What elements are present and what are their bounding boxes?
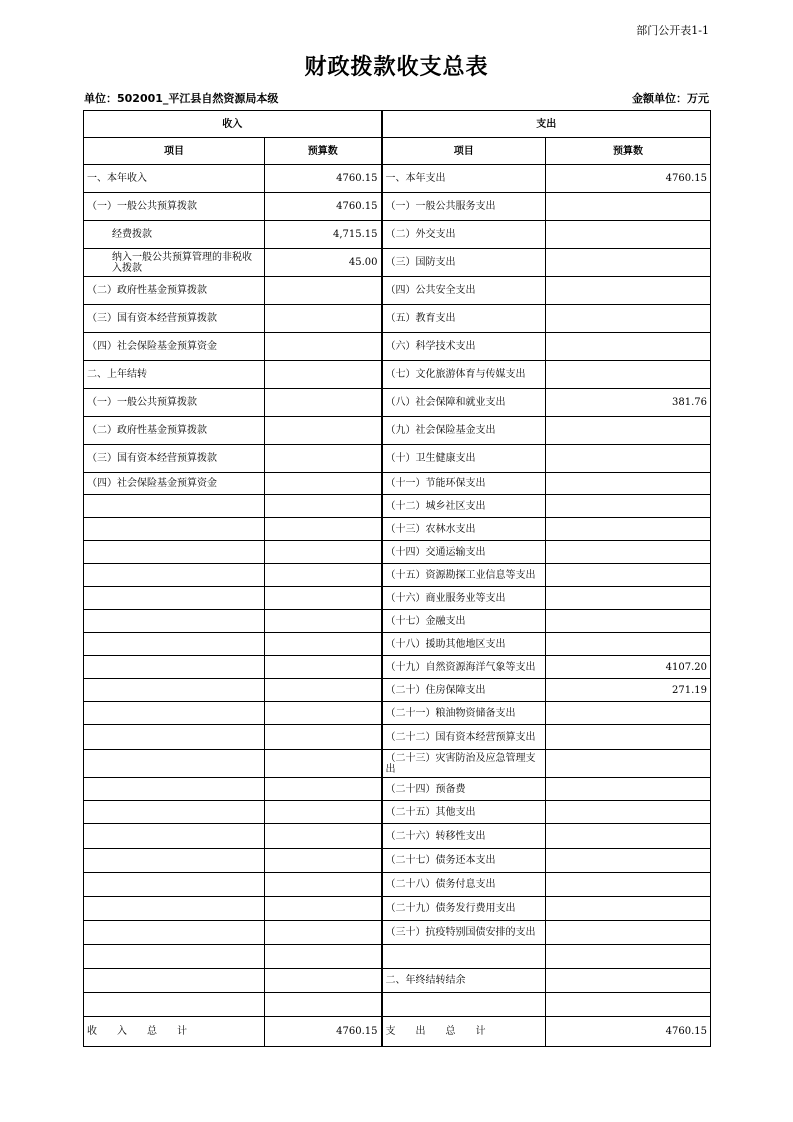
table-row: [84, 702, 711, 725]
income-value-cell: [265, 897, 382, 921]
table-row: [84, 750, 711, 778]
expense-value-cell: [546, 495, 711, 518]
expense-value-cell: [546, 993, 711, 1017]
expense-item-cell: （九）社会保险基金支出: [382, 417, 546, 445]
expense-item-cell: [382, 945, 546, 969]
table-row: [84, 389, 711, 417]
income-item-cell: [84, 564, 265, 587]
income-value-cell: [265, 679, 382, 702]
income-value-cell: [265, 633, 382, 656]
income-value-cell: [265, 849, 382, 873]
form-number: 部门公开表1-1: [636, 24, 709, 37]
table-row: [84, 333, 711, 361]
expense-item-cell: （二十二）国有资本经营预算支出: [382, 725, 546, 750]
expense-value-cell: [546, 725, 711, 750]
expense-item-cell: 一、本年支出: [382, 165, 546, 193]
table-row: [84, 679, 711, 702]
income-value-cell: [265, 801, 382, 824]
table-row: [84, 541, 711, 564]
expense-value-cell: [546, 801, 711, 824]
table-row: [84, 801, 711, 824]
table-row: [84, 305, 711, 333]
table-row: [84, 921, 711, 945]
table-row: [84, 445, 711, 473]
income-value-cell: [265, 518, 382, 541]
expense-item-cell: （二十）住房保障支出: [382, 679, 546, 702]
income-item-cell: [84, 993, 265, 1017]
expense-item-cell: （二十六）转移性支出: [382, 824, 546, 849]
expense-item-cell: （十三）农林水支出: [382, 518, 546, 541]
income-value-cell: [265, 993, 382, 1017]
table-row: [84, 518, 711, 541]
table-row: [84, 277, 711, 305]
income-budget-header: 预算数: [265, 138, 382, 165]
income-value-cell: [265, 587, 382, 610]
table-row: [84, 221, 711, 249]
table-row: [84, 969, 711, 993]
income-item-header: 项目: [84, 138, 265, 165]
expense-value-cell: [546, 750, 711, 778]
expense-item-cell: （二十一）粮油物资储备支出: [382, 702, 546, 725]
expense-item-cell: （十四）交通运输支出: [382, 541, 546, 564]
expense-item-cell: （十五）资源勘探工业信息等支出: [382, 564, 546, 587]
income-value-cell: [265, 361, 382, 389]
income-item-cell: [84, 824, 265, 849]
income-item-cell: 经费拨款: [84, 221, 265, 249]
expense-value-cell: [546, 969, 711, 993]
expense-total-label: 支 出 总 计: [382, 1017, 546, 1047]
expense-item-cell: 二、年终结转结余: [382, 969, 546, 993]
budget-table: [83, 110, 711, 1047]
expense-budget-header: 预算数: [546, 138, 711, 165]
income-item-cell: [84, 750, 265, 778]
income-item-cell: （一）一般公共预算拨款: [84, 389, 265, 417]
income-item-cell: 一、本年收入: [84, 165, 265, 193]
income-total-label: 收 入 总 计: [84, 1017, 265, 1047]
table-row: [84, 473, 711, 495]
expense-item-cell: （二十五）其他支出: [382, 801, 546, 824]
income-value-cell: [265, 277, 382, 305]
income-item-cell: [84, 778, 265, 801]
table-row: [84, 610, 711, 633]
income-value-cell: [265, 969, 382, 993]
income-value-cell: [265, 610, 382, 633]
expense-item-cell: （二十四）预备费: [382, 778, 546, 801]
expense-value-cell: [546, 778, 711, 801]
table-row: [84, 495, 711, 518]
table-row: [84, 725, 711, 750]
income-item-cell: （三）国有资本经营预算拨款: [84, 445, 265, 473]
income-value-cell: 4760.15: [265, 193, 382, 221]
expense-value-cell: [546, 473, 711, 495]
income-item-cell: [84, 679, 265, 702]
income-value-cell: [265, 725, 382, 750]
expense-item-cell: （十二）城乡社区支出: [382, 495, 546, 518]
income-item-cell: （四）社会保险基金预算资金: [84, 333, 265, 361]
expense-value-cell: [546, 824, 711, 849]
expense-value-cell: [546, 333, 711, 361]
income-value-cell: [265, 945, 382, 969]
income-item-cell: （二）政府性基金预算拨款: [84, 417, 265, 445]
expense-value-cell: 4760.15: [546, 165, 711, 193]
amount-unit-label: 金额单位：万元: [632, 92, 709, 105]
table-row: [84, 824, 711, 849]
expense-value-cell: [546, 277, 711, 305]
income-item-cell: （三）国有资本经营预算拨款: [84, 305, 265, 333]
expense-value-cell: [546, 702, 711, 725]
income-value-cell: [265, 333, 382, 361]
expense-value-cell: [546, 221, 711, 249]
income-item-cell: 二、上年结转: [84, 361, 265, 389]
header-row-columns: [84, 138, 711, 165]
table-row: [84, 993, 711, 1017]
income-item-cell: [84, 587, 265, 610]
expense-value-cell: [546, 633, 711, 656]
table-row: [84, 361, 711, 389]
income-value-cell: [265, 702, 382, 725]
income-item-cell: [84, 945, 265, 969]
table-row: [84, 249, 711, 277]
expense-item-cell: （三十）抗疫特别国债安排的支出: [382, 921, 546, 945]
expense-item-cell: [382, 993, 546, 1017]
page-title: 财政拨款收支总表: [304, 55, 489, 80]
expense-value-cell: [546, 897, 711, 921]
expense-header: 支出: [382, 111, 711, 138]
expense-item-cell: （一）一般公共服务支出: [382, 193, 546, 221]
income-value-cell: [265, 873, 382, 897]
expense-value-cell: [546, 518, 711, 541]
income-item-cell: [84, 801, 265, 824]
table-row: [84, 897, 711, 921]
expense-item-cell: （十一）节能环保支出: [382, 473, 546, 495]
income-item-cell: [84, 633, 265, 656]
expense-value-cell: 4107.20: [546, 656, 711, 679]
income-item-cell: [84, 495, 265, 518]
expense-item-cell: （二十八）债务付息支出: [382, 873, 546, 897]
expense-item-cell: （二十七）债务还本支出: [382, 849, 546, 873]
expense-value-cell: [546, 564, 711, 587]
income-value-cell: [265, 389, 382, 417]
income-value-cell: 4,715.15: [265, 221, 382, 249]
expense-item-cell: （二十九）债务发行费用支出: [382, 897, 546, 921]
expense-value-cell: [546, 193, 711, 221]
income-item-cell: [84, 656, 265, 679]
table-row: [84, 849, 711, 873]
table-row: [84, 587, 711, 610]
expense-value-cell: [546, 305, 711, 333]
expense-item-cell: （五）教育支出: [382, 305, 546, 333]
table-row: [84, 945, 711, 969]
table-row: [84, 873, 711, 897]
income-item-cell: （一）一般公共预算拨款: [84, 193, 265, 221]
income-value-cell: 45.00: [265, 249, 382, 277]
income-value-cell: [265, 564, 382, 587]
income-value-cell: [265, 778, 382, 801]
expense-item-cell: （十六）商业服务业等支出: [382, 587, 546, 610]
expense-value-cell: [546, 541, 711, 564]
table-row: [84, 564, 711, 587]
expense-value-cell: [546, 587, 711, 610]
expense-item-header: 项目: [382, 138, 546, 165]
budget-table-body: [84, 111, 711, 1047]
income-item-cell: [84, 725, 265, 750]
unit-label: 单位：502001_平江县自然资源局本级: [84, 92, 279, 105]
expense-value-cell: [546, 445, 711, 473]
income-item-cell: [84, 610, 265, 633]
expense-item-cell: （十九）自然资源海洋气象等支出: [382, 656, 546, 679]
table-row: [84, 193, 711, 221]
income-item-cell: [84, 518, 265, 541]
totals-row: [84, 1017, 711, 1047]
expense-value-cell: [546, 610, 711, 633]
income-item-cell: [84, 849, 265, 873]
expense-value-cell: [546, 249, 711, 277]
expense-item-cell: （六）科学技术支出: [382, 333, 546, 361]
income-header: 收入: [84, 111, 382, 138]
expense-item-cell: （二十三）灾害防治及应急管理支出: [382, 750, 546, 778]
expense-value-cell: [546, 945, 711, 969]
income-value-cell: [265, 473, 382, 495]
expense-item-cell: （十八）援助其他地区支出: [382, 633, 546, 656]
table-row: [84, 633, 711, 656]
income-item-cell: [84, 969, 265, 993]
expense-value-cell: 271.19: [546, 679, 711, 702]
table-row: [84, 656, 711, 679]
income-item-cell: （二）政府性基金预算拨款: [84, 277, 265, 305]
income-item-cell: 纳入一般公共预算管理的非税收入拨款: [84, 249, 265, 277]
expense-item-cell: （三）国防支出: [382, 249, 546, 277]
income-value-cell: [265, 445, 382, 473]
income-value-cell: [265, 305, 382, 333]
expense-value-cell: [546, 361, 711, 389]
income-value-cell: [265, 495, 382, 518]
income-value-cell: [265, 824, 382, 849]
expense-value-cell: 381.76: [546, 389, 711, 417]
income-value-cell: [265, 417, 382, 445]
expense-value-cell: [546, 873, 711, 897]
expense-value-cell: [546, 921, 711, 945]
expense-item-cell: （四）公共安全支出: [382, 277, 546, 305]
income-value-cell: [265, 541, 382, 564]
expense-item-cell: （十七）金融支出: [382, 610, 546, 633]
expense-item-cell: （十）卫生健康支出: [382, 445, 546, 473]
income-total-value: 4760.15: [265, 1017, 382, 1047]
income-item-cell: [84, 873, 265, 897]
income-item-cell: （四）社会保险基金预算资金: [84, 473, 265, 495]
expense-value-cell: [546, 849, 711, 873]
header-row-sections: [84, 111, 711, 138]
income-item-cell: [84, 897, 265, 921]
income-item-cell: [84, 921, 265, 945]
income-value-cell: [265, 656, 382, 679]
table-row: [84, 417, 711, 445]
income-value-cell: [265, 921, 382, 945]
expense-item-cell: （八）社会保障和就业支出: [382, 389, 546, 417]
income-item-cell: [84, 541, 265, 564]
income-value-cell: 4760.15: [265, 165, 382, 193]
income-value-cell: [265, 750, 382, 778]
table-row: [84, 165, 711, 193]
expense-item-cell: （二）外交支出: [382, 221, 546, 249]
expense-item-cell: （七）文化旅游体育与传媒支出: [382, 361, 546, 389]
expense-total-value: 4760.15: [546, 1017, 711, 1047]
income-item-cell: [84, 702, 265, 725]
table-row: [84, 778, 711, 801]
expense-value-cell: [546, 417, 711, 445]
